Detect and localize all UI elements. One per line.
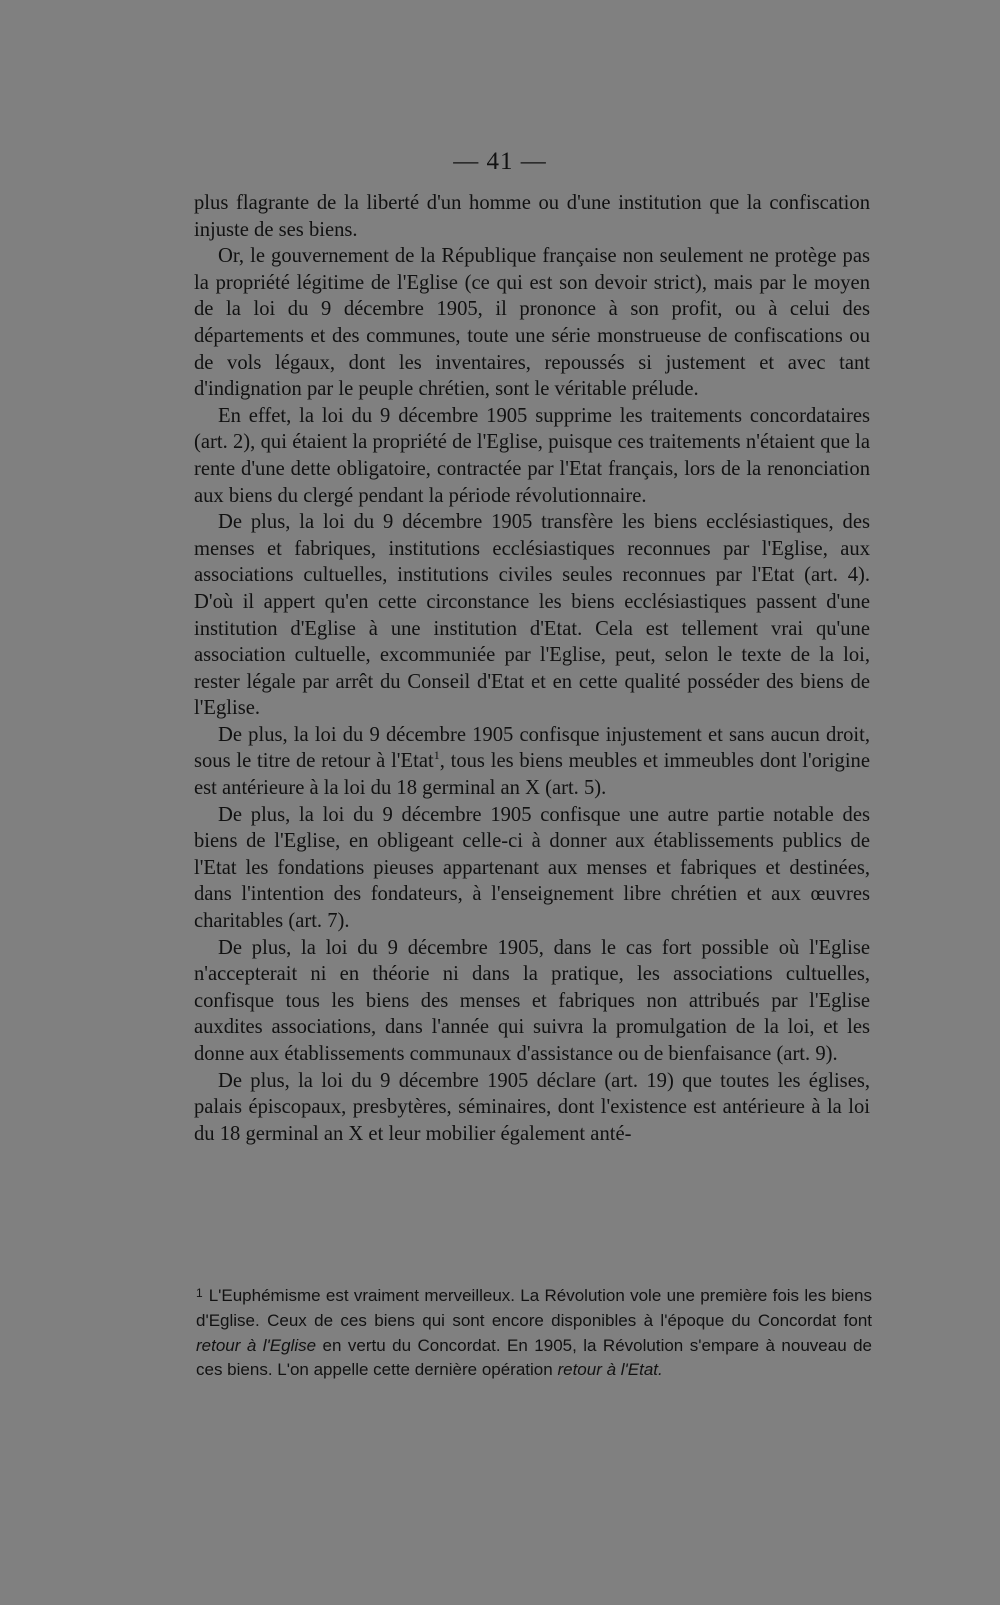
paragraph-4: De plus, la loi du 9 décembre 1905 transfère les biens ecclésiastiques, des menses et fabriques, institutions ecclésiastiques reconnues par l'Eglise, aux associations cultuelles, institutions civiles seules reconnues par l'Etat (art. 4). D'où il appert qu'en cette circonstance les biens ecclésiastiques passent d'une institution d'Eglise à une institution d'Etat. Cela est tellement vrai qu'une association cultuelle, excommuniée par l'Eglise, peut, selon le texte de la loi, rester légale par arrêt du Conseil d'Etat et en cette qualité posséder des biens de l'Eglise. [194, 511, 870, 720]
paragraph-2: Or, le gouvernement de la République française non seulement ne protège pas la propriété légitime de l'Eglise (ce qui est son devoir strict), mais par le moyen de la loi du 9 décembre 1905, il prononce à son profit, ou à celui des départements et des communes, toute une série monstrueuse de confiscations ou de vols légaux, dont les inventaires, repoussés si justement et avec tant d'indignation par le peuple chrétien, sont le véritable prélude. [194, 245, 870, 401]
footnote-text-1: L'Euphémisme est vraiment merveilleux. La Révolution vole une première fois les biens d'Eglise. Ceux de ces biens qui sont encore disponibles à l'époque du Concordat font [196, 1286, 872, 1330]
paragraph-8: De plus, la loi du 9 décembre 1905 déclare (art. 19) que toutes les églises, palais épiscopaux, presbytères, séminaires, dont l'existence est antérieure à la loi du 18 germinal an X et leur mobilier également anté- [194, 1069, 870, 1145]
paragraph-5-after: , tous les biens meubles et immeubles dont l'origine est antérieure à la loi du 18 germinal an X (art. 5). [194, 750, 870, 800]
footnote-mark: 1 [196, 1286, 203, 1300]
footnotes [196, 1281, 872, 1383]
footnote-emphasis-2: retour à l'Etat. [557, 1360, 663, 1380]
paragraph-5 [194, 722, 870, 802]
paragraph-3: En effet, la loi du 9 décembre 1905 supprime les traitements concordataires (art. 2), qui étaient la propriété de l'Eglise, puisque ces traitements n'étaient que la rente d'une dette obligatoire, contractée par l'Etat français, lors de la renonciation aux biens du clergé pendant la période révolutionnaire. [194, 404, 870, 507]
footnote-emphasis-1: retour à l'Eglise [196, 1335, 317, 1355]
paragraph-7: De plus, la loi du 9 décembre 1905, dans le cas fort possible où l'Eglise n'accepterait ni en théorie ni dans la pratique, les associations cultuelles, confisque tous les biens des menses et fabriques non attribués par l'Eglise auxdites associations, dans l'année qui suivra la promulgation de la loi, et les donne aux établissements communaux d'assistance ou de bienfaisance (art. 9). [194, 936, 870, 1065]
footnote-text-2: en vertu du Concordat. En 1905, la Révolution s'empare à nouveau de ces biens. L'on appelle cette dernière opération [196, 1335, 872, 1380]
body-text [194, 190, 870, 1147]
paragraph-5-before: De plus, la loi du 9 décembre 1905 confisque injustement et sans aucun droit, sous le titre de retour à l'Etat [194, 723, 870, 773]
paragraph-1: plus flagrante de la liberté d'un homme ou d'une institution que la confiscation injuste de ses biens. [194, 192, 870, 241]
footnote-reference[interactable]: 1 [433, 748, 440, 763]
paragraph-6: De plus, la loi du 9 décembre 1905 confisque une autre partie notable des biens de l'Eglise, en obligeant celle-ci à donner aux établissements publics de l'Etat les fondations pieuses appartenant aux menses et fabriques et destinées, dans l'intention des fondateurs, à l'enseignement libre chrétien et aux œuvres charitables (art. 7). [194, 803, 870, 933]
page-number: — 41 — [453, 148, 547, 175]
footnote-1 [196, 1281, 872, 1383]
